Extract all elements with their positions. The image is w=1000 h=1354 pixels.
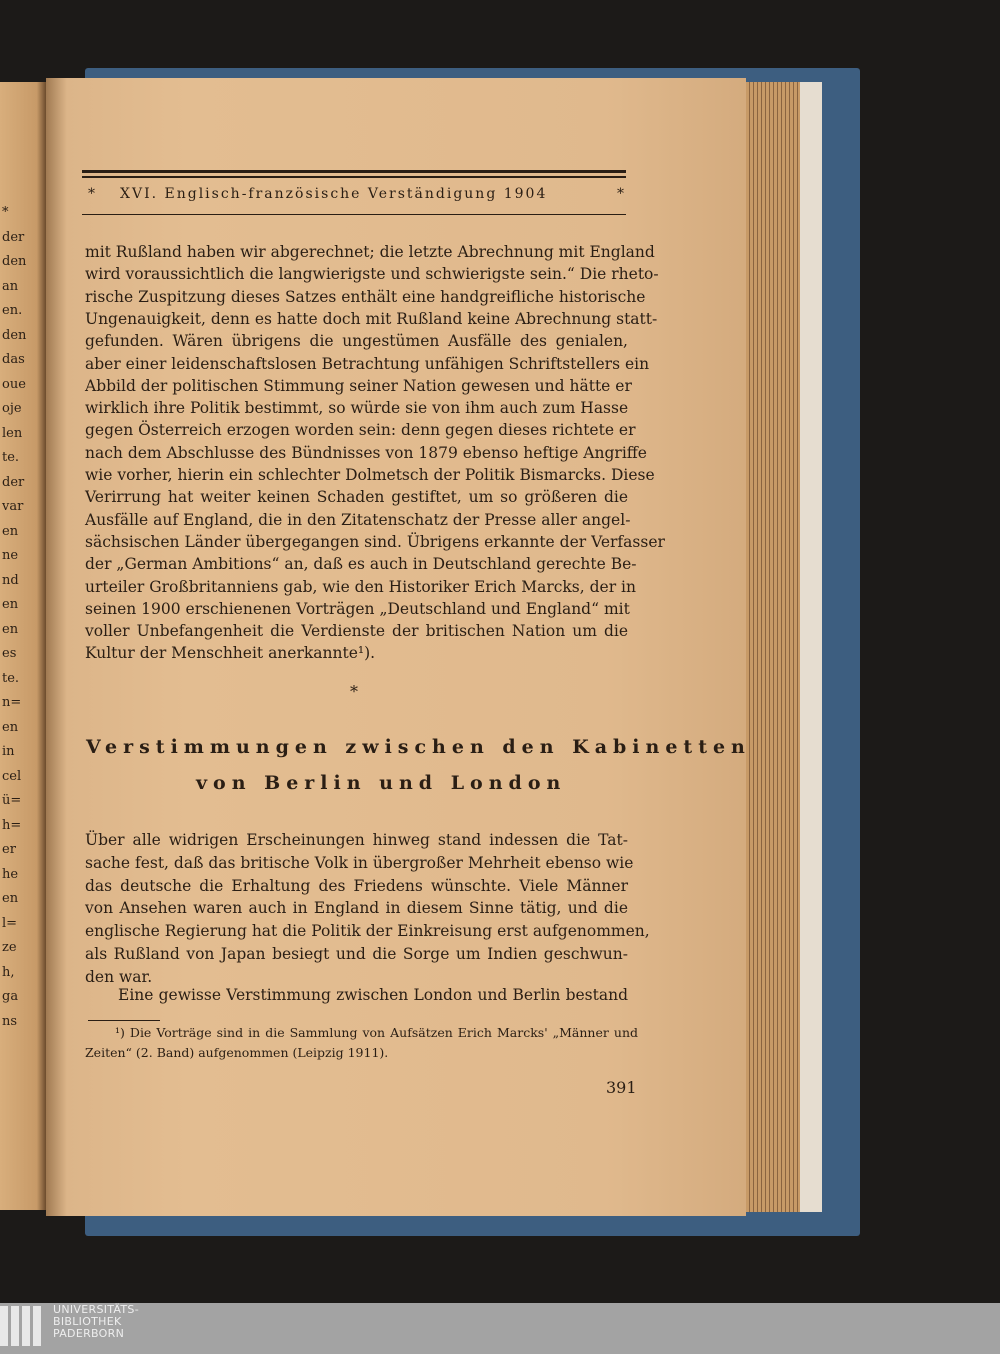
footnote-line: ¹) Die Vorträge sind in die Sammlung von Aufsätzen Erich Marcks' „Männer und	[115, 1025, 638, 1040]
endpaper	[800, 82, 822, 1212]
logo-line: BIBLIOTHEK	[53, 1315, 122, 1328]
text-line: englische Regierung hat die Politik der Einkreisung erst aufgenommen,	[85, 922, 650, 941]
left-page-fragment: len	[2, 425, 23, 441]
header-ornament-right: *	[617, 186, 626, 202]
left-page-fragment: oje	[2, 401, 22, 416]
left-page-fragment: das	[2, 352, 25, 367]
left-page-fragment: ne	[2, 548, 19, 563]
left-page-fragment: nd	[2, 572, 19, 588]
left-page-fragment: den	[2, 327, 27, 343]
text-line: sächsischen Länder übergegangen sind. Übrigens erkannte der Verfasser	[85, 532, 665, 551]
header-rule-top-2	[82, 176, 626, 178]
header-ornament-left: *	[88, 186, 97, 202]
left-page-fragment: ze	[2, 940, 17, 955]
text-line: sache fest, daß das britische Volk in übergroßer Mehrheit ebenso wie	[85, 853, 634, 872]
text-line: von Ansehen waren auch in England in diesem Sinne tätig, und die	[85, 899, 628, 918]
left-page-fragment: he	[2, 866, 19, 882]
left-page-fragment: der	[2, 229, 25, 245]
footer-strip	[0, 1303, 1000, 1354]
logo-line: UNIVERSITÄTS-	[53, 1303, 139, 1316]
left-page-fragment: in	[2, 744, 15, 759]
left-page-fragment: var	[2, 499, 24, 514]
left-page-fragment: en.	[2, 303, 23, 318]
section-heading-line1: Verstimmungen zwischen den Kabinetten	[86, 736, 751, 758]
section-separator: *	[350, 682, 358, 701]
left-page-fragment: te.	[2, 450, 20, 465]
text-line: der „German Ambitions“ an, daß es auch in Deutschland gerechte Be-	[85, 555, 637, 574]
footnote-line: Zeiten“ (2. Band) aufgenommen (Leipzig 1911).	[85, 1045, 389, 1060]
text-line: aber einer leidenschaftslosen Betrachtung unfähigen Schriftstellers ein	[85, 354, 650, 373]
left-page-fragment: er	[2, 842, 16, 857]
page-edges	[742, 82, 804, 1212]
header-rule-top	[82, 170, 626, 173]
text-line: das deutsche die Erhaltung des Friedens wünschte. Viele Männer	[85, 876, 628, 895]
left-page-fragment: h,	[2, 964, 15, 980]
left-page-fragment: l=	[2, 915, 18, 931]
text-line: gegen Österreich erzogen worden sein: denn gegen dieses richtete er	[85, 421, 636, 440]
left-page-fragment: *	[2, 205, 9, 220]
page-number: 391	[606, 1078, 637, 1097]
text-line: Über alle widrigen Erscheinungen hinweg stand indessen die Tat-	[85, 831, 628, 849]
left-page-fragment: h=	[2, 817, 22, 833]
library-logo-text	[53, 1304, 139, 1340]
text-line: seinen 1900 erschienenen Vorträgen „Deutschland und England“ mit	[85, 599, 630, 618]
text-line: wird voraussichtlich die langwierigste und schwierigste sein.“ Die rheto-	[85, 265, 659, 284]
text-line: den war.	[85, 967, 153, 986]
left-page-fragment: en	[2, 621, 19, 637]
left-page-fragment: an	[2, 278, 19, 294]
running-title: XVI. Englisch-französische Verständigung 1904	[120, 186, 548, 202]
text-line: voller Unbefangenheit die Verdienste der britischen Nation um die	[85, 622, 628, 641]
text-line: Ungenauigkeit, denn es hatte doch mit Rußland keine Abrechnung statt-	[85, 309, 658, 328]
left-page-fragment: cel	[2, 768, 22, 784]
text-line: gefunden. Wären übrigens die ungestümen Ausfälle des genialen,	[85, 332, 628, 351]
left-page-fragment: ü=	[2, 793, 22, 808]
left-page-fragment: ns	[2, 1013, 18, 1029]
left-page-fragment: te.	[2, 670, 20, 686]
text-line: Ausfälle auf England, die in den Zitatenschatz der Presse aller angel-	[85, 510, 631, 529]
left-page-fragment: n=	[2, 695, 22, 710]
text-line: Eine gewisse Verstimmung zwischen London und Berlin bestand	[118, 986, 628, 1004]
left-page-fragment: es	[2, 646, 17, 661]
text-line: Verirrung hat weiter keinen Schaden gestiftet, um so größeren die	[85, 488, 628, 507]
text-line: nach dem Abschlusse des Bündnisses von 1879 ebenso heftige Angriffe	[85, 443, 647, 462]
text-line: wirklich ihre Politik bestimmt, so würde sie von ihm auch zum Hasse	[85, 399, 629, 418]
left-page-fragment: en	[2, 719, 19, 735]
left-page-fragment: der	[2, 474, 25, 490]
text-line: Kultur der Menschheit anerkannte¹).	[85, 644, 376, 663]
logo-line: PADERBORN	[53, 1327, 125, 1340]
left-page-fragment: den	[2, 254, 27, 269]
text-line: urteiler Großbritanniens gab, wie den Historiker Erich Marcks, der in	[85, 577, 636, 596]
text-line: Abbild der politischen Stimmung seiner Nation gewesen und hätte er	[85, 376, 632, 395]
left-page-fragment: en	[2, 523, 19, 539]
text-line: als Rußland von Japan besiegt und die Sorge um Indien geschwun-	[85, 945, 628, 963]
header-rule-bottom	[82, 214, 626, 215]
left-page-fragment: en	[2, 597, 19, 612]
text-line: mit Rußland haben wir abgerechnet; die letzte Abrechnung mit England	[85, 243, 655, 261]
left-page-fragment: ga	[2, 989, 19, 1004]
section-heading-line2: von Berlin und London	[196, 772, 567, 794]
left-page-fragment: oue	[2, 376, 26, 392]
text-line: wie vorher, hierin ein schlechter Dolmetsch der Politik Bismarcks. Diese	[85, 466, 655, 484]
left-page-fragment: en	[2, 891, 19, 906]
footnote-rule	[88, 1020, 160, 1021]
text-line: rische Zuspitzung dieses Satzes enthält eine handgreifliche historische	[85, 287, 646, 306]
